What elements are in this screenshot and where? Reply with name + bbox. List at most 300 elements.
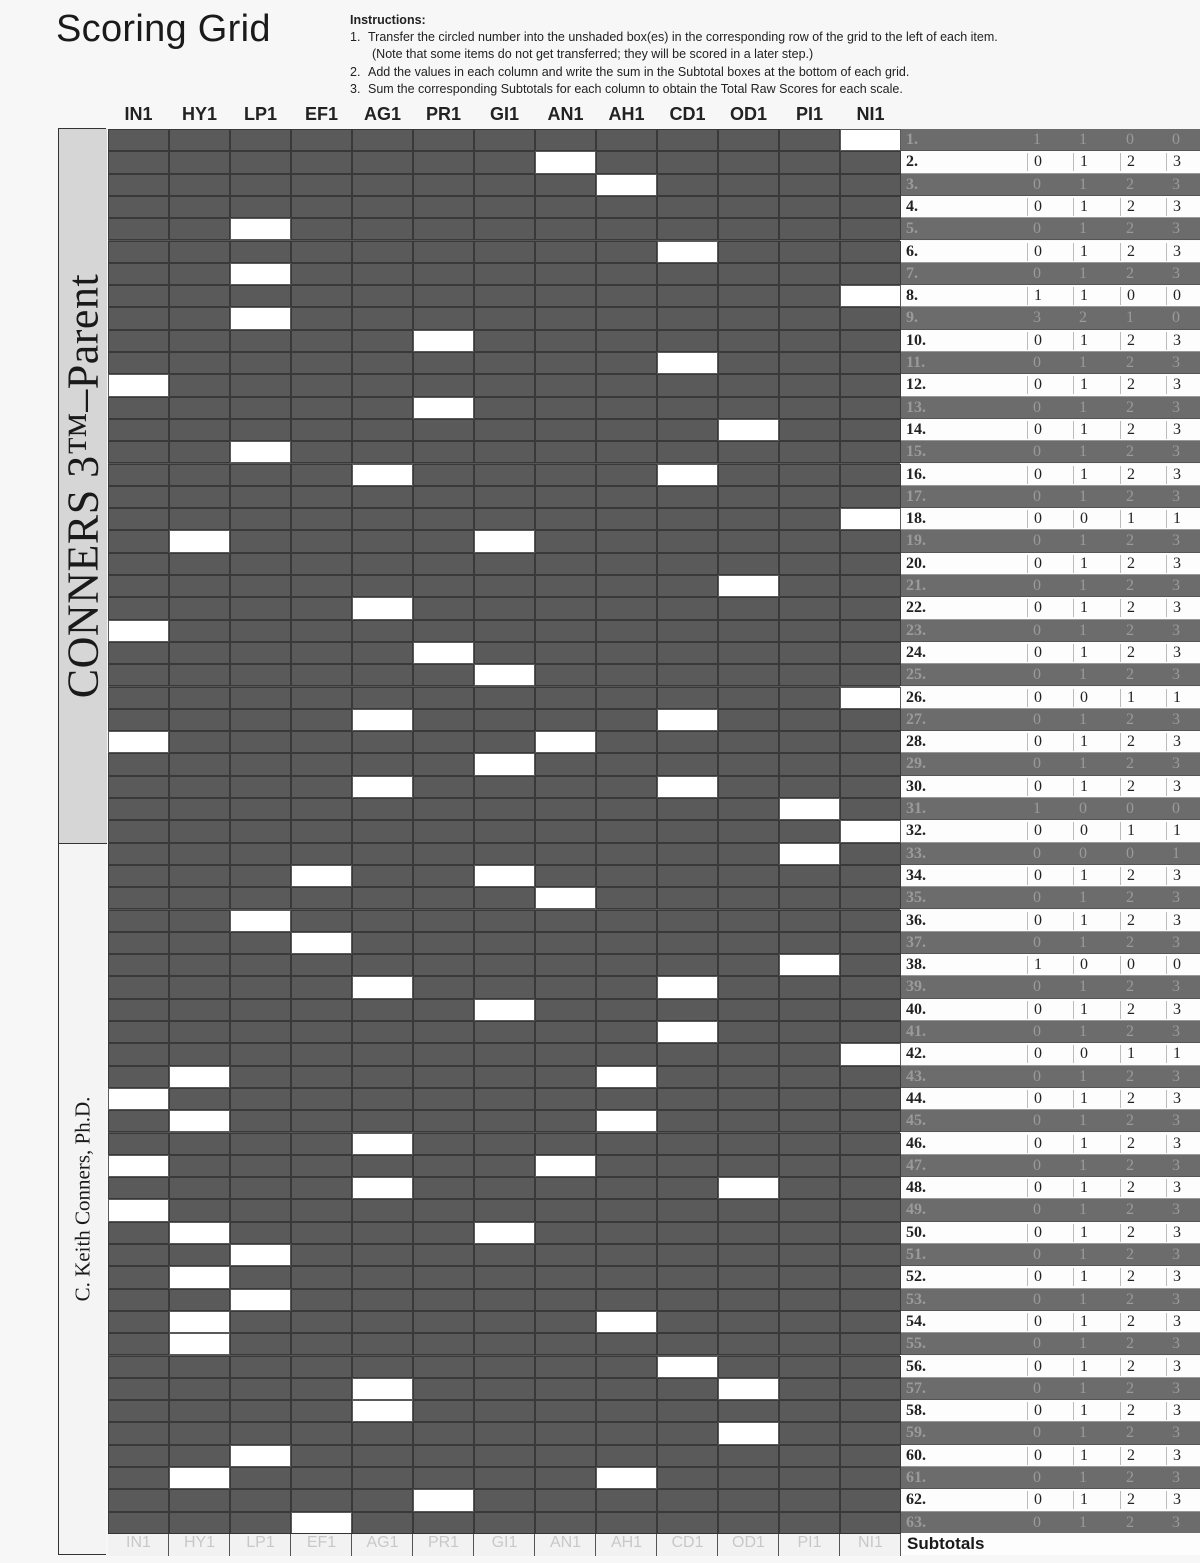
score-entry-box[interactable] bbox=[352, 1378, 413, 1400]
score-entry-box[interactable] bbox=[230, 307, 291, 329]
item-score-option[interactable]: 0 bbox=[1027, 733, 1048, 751]
item-score-option[interactable]: 2 bbox=[1120, 733, 1141, 751]
item-score-option[interactable]: 1 bbox=[1079, 131, 1087, 148]
score-entry-box[interactable] bbox=[169, 1333, 230, 1355]
item-score-option[interactable]: 2 bbox=[1126, 1023, 1134, 1040]
item-score-option[interactable]: 0 bbox=[1033, 1201, 1041, 1219]
item-score-option[interactable]: 0 bbox=[1027, 1090, 1048, 1108]
item-score-option[interactable]: 2 bbox=[1120, 466, 1141, 484]
item-score-option[interactable]: 1 bbox=[1079, 1112, 1087, 1130]
score-entry-box[interactable] bbox=[352, 464, 413, 486]
item-score-option[interactable]: 1 bbox=[1073, 1001, 1094, 1019]
item-score-option[interactable]: 2 bbox=[1120, 243, 1141, 261]
item-score-option[interactable]: 3 bbox=[1172, 1513, 1180, 1531]
score-entry-box[interactable] bbox=[413, 397, 474, 419]
item-score-option[interactable]: 1 bbox=[1033, 131, 1041, 148]
score-entry-box[interactable] bbox=[169, 1066, 230, 1088]
item-score-option[interactable]: 1 bbox=[1079, 978, 1087, 996]
item-score-option[interactable]: 0 bbox=[1033, 443, 1041, 461]
item-score-option[interactable]: 0 bbox=[1033, 1023, 1041, 1040]
item-score-option[interactable]: 0 bbox=[1033, 220, 1041, 238]
item-score-option[interactable]: 1 bbox=[1079, 264, 1087, 282]
score-entry-box[interactable] bbox=[230, 218, 291, 240]
item-score-option[interactable]: 0 bbox=[1033, 978, 1041, 996]
score-entry-box[interactable] bbox=[718, 1422, 779, 1444]
item-score-option[interactable]: 3 bbox=[1172, 264, 1180, 282]
item-score-option[interactable]: 1 bbox=[1073, 778, 1094, 796]
item-score-option[interactable]: 2 bbox=[1126, 1112, 1134, 1130]
item-score-option[interactable]: 2 bbox=[1126, 755, 1134, 773]
item-score-option[interactable]: 0 bbox=[1033, 532, 1041, 550]
item-score-option[interactable]: 0 bbox=[1073, 689, 1094, 707]
item-score-option[interactable]: 1 bbox=[1079, 1201, 1087, 1219]
item-score-option[interactable]: 0 bbox=[1027, 243, 1048, 261]
item-score-option[interactable]: 1 bbox=[1166, 689, 1187, 707]
score-entry-box[interactable] bbox=[657, 709, 718, 731]
item-score-option[interactable]: 0 bbox=[1079, 800, 1087, 817]
item-score-option[interactable]: 0 bbox=[1027, 1358, 1048, 1376]
item-score-option[interactable]: 2 bbox=[1120, 555, 1141, 573]
item-score-option[interactable]: 1 bbox=[1073, 1358, 1094, 1376]
item-score-option[interactable]: 3 bbox=[1166, 1313, 1187, 1331]
item-score-option[interactable]: 1 bbox=[1073, 1090, 1094, 1108]
item-score-option[interactable]: 3 bbox=[1172, 978, 1180, 996]
item-score-option[interactable]: 2 bbox=[1126, 398, 1134, 416]
score-entry-box[interactable] bbox=[291, 865, 352, 887]
item-score-option[interactable]: 1 bbox=[1079, 354, 1087, 371]
item-score-option[interactable]: 1 bbox=[1073, 1402, 1094, 1420]
item-score-option[interactable]: 2 bbox=[1120, 153, 1141, 171]
item-score-option[interactable]: 0 bbox=[1027, 153, 1048, 171]
item-score-option[interactable]: 0 bbox=[1027, 1135, 1048, 1153]
item-score-option[interactable]: 1 bbox=[1079, 1424, 1087, 1442]
score-entry-box[interactable] bbox=[413, 1489, 474, 1511]
item-score-option[interactable]: 0 bbox=[1033, 1335, 1041, 1353]
item-score-option[interactable]: 2 bbox=[1126, 710, 1134, 728]
item-score-option[interactable]: 2 bbox=[1120, 1491, 1141, 1509]
score-entry-box[interactable] bbox=[535, 1155, 596, 1177]
item-score-option[interactable]: 0 bbox=[1033, 1379, 1041, 1397]
item-score-option[interactable]: 1 bbox=[1073, 198, 1094, 216]
item-score-option[interactable]: 1 bbox=[1079, 755, 1087, 773]
score-entry-box[interactable] bbox=[169, 1110, 230, 1132]
score-entry-box[interactable] bbox=[108, 1199, 169, 1221]
item-score-option[interactable]: 0 bbox=[1027, 912, 1048, 930]
item-score-option[interactable]: 0 bbox=[1073, 1045, 1094, 1063]
item-score-option[interactable]: 1 bbox=[1120, 510, 1141, 528]
item-score-option[interactable]: 0 bbox=[1033, 755, 1041, 773]
item-score-option[interactable]: 0 bbox=[1126, 844, 1134, 862]
item-score-option[interactable]: 1 bbox=[1073, 376, 1094, 394]
item-score-option[interactable]: 3 bbox=[1172, 487, 1180, 505]
item-score-option[interactable]: 1 bbox=[1079, 666, 1087, 684]
item-score-option[interactable]: 3 bbox=[1172, 621, 1180, 639]
score-entry-box[interactable] bbox=[840, 285, 901, 307]
score-entry-box[interactable] bbox=[840, 820, 901, 842]
item-score-option[interactable]: 0 bbox=[1027, 376, 1048, 394]
item-score-option[interactable]: 2 bbox=[1126, 1513, 1134, 1531]
item-score-option[interactable]: 0 bbox=[1033, 1424, 1041, 1442]
item-score-option[interactable]: 2 bbox=[1079, 309, 1087, 327]
item-score-option[interactable]: 2 bbox=[1120, 1224, 1141, 1242]
item-score-option[interactable]: 3 bbox=[1172, 220, 1180, 238]
item-score-option[interactable]: 3 bbox=[1166, 1135, 1187, 1153]
item-score-option[interactable]: 0 bbox=[1172, 800, 1180, 817]
item-score-option[interactable]: 3 bbox=[1172, 354, 1180, 371]
item-score-option[interactable]: 3 bbox=[1172, 1469, 1180, 1486]
score-entry-box[interactable] bbox=[108, 374, 169, 396]
score-entry-box[interactable] bbox=[352, 776, 413, 798]
item-score-option[interactable]: 2 bbox=[1126, 175, 1134, 193]
item-score-option[interactable]: 0 bbox=[1033, 1469, 1041, 1486]
item-score-option[interactable]: 0 bbox=[1027, 466, 1048, 484]
item-score-option[interactable]: 0 bbox=[1126, 800, 1134, 817]
item-score-option[interactable]: 2 bbox=[1120, 644, 1141, 662]
score-entry-box[interactable] bbox=[169, 1266, 230, 1288]
item-score-option[interactable]: 1 bbox=[1166, 510, 1187, 528]
item-score-option[interactable]: 3 bbox=[1166, 599, 1187, 617]
score-entry-box[interactable] bbox=[230, 1244, 291, 1266]
score-entry-box[interactable] bbox=[718, 1378, 779, 1400]
item-score-option[interactable]: 3 bbox=[1166, 466, 1187, 484]
item-score-option[interactable]: 2 bbox=[1126, 1379, 1134, 1397]
score-entry-box[interactable] bbox=[840, 129, 901, 151]
item-score-option[interactable]: 3 bbox=[1166, 555, 1187, 573]
item-score-option[interactable]: 0 bbox=[1027, 1447, 1048, 1465]
item-score-option[interactable]: 1 bbox=[1073, 1135, 1094, 1153]
score-entry-box[interactable] bbox=[718, 419, 779, 441]
item-score-option[interactable]: 2 bbox=[1120, 599, 1141, 617]
item-score-option[interactable]: 0 bbox=[1033, 264, 1041, 282]
item-score-option[interactable]: 0 bbox=[1033, 577, 1041, 594]
score-entry-box[interactable] bbox=[596, 1467, 657, 1489]
item-score-option[interactable]: 2 bbox=[1126, 487, 1134, 505]
item-score-option[interactable]: 2 bbox=[1126, 666, 1134, 684]
score-entry-box[interactable] bbox=[108, 1155, 169, 1177]
item-score-option[interactable]: 0 bbox=[1027, 689, 1048, 707]
item-score-option[interactable]: 2 bbox=[1126, 1335, 1134, 1353]
item-score-option[interactable]: 1 bbox=[1079, 889, 1087, 907]
item-score-option[interactable]: 1 bbox=[1079, 1067, 1087, 1085]
score-entry-box[interactable] bbox=[718, 1177, 779, 1199]
item-score-option[interactable]: 3 bbox=[1166, 867, 1187, 885]
score-entry-box[interactable] bbox=[352, 1133, 413, 1155]
item-score-option[interactable]: 3 bbox=[1172, 889, 1180, 907]
item-score-option[interactable]: 0 bbox=[1027, 599, 1048, 617]
item-score-option[interactable]: 3 bbox=[1166, 1179, 1187, 1197]
item-score-option[interactable]: 3 bbox=[1172, 666, 1180, 684]
item-score-option[interactable]: 3 bbox=[1172, 443, 1180, 461]
item-score-option[interactable]: 0 bbox=[1033, 398, 1041, 416]
item-score-option[interactable]: 3 bbox=[1166, 198, 1187, 216]
item-score-option[interactable]: 3 bbox=[1166, 733, 1187, 751]
item-score-option[interactable]: 3 bbox=[1166, 1358, 1187, 1376]
score-entry-box[interactable] bbox=[596, 1066, 657, 1088]
item-score-option[interactable]: 0 bbox=[1033, 844, 1041, 862]
score-entry-box[interactable] bbox=[352, 1400, 413, 1422]
item-score-option[interactable]: 1 bbox=[1073, 644, 1094, 662]
item-score-option[interactable]: 1 bbox=[1079, 443, 1087, 461]
item-score-option[interactable]: 1 bbox=[1073, 733, 1094, 751]
score-entry-box[interactable] bbox=[840, 687, 901, 709]
item-score-option[interactable]: 1 bbox=[1079, 1469, 1087, 1486]
item-score-option[interactable]: 3 bbox=[1166, 1268, 1187, 1286]
item-score-option[interactable]: 3 bbox=[1172, 1379, 1180, 1397]
item-score-option[interactable]: 1 bbox=[1079, 1246, 1087, 1263]
item-score-option[interactable]: 2 bbox=[1126, 532, 1134, 550]
item-score-option[interactable]: 0 bbox=[1027, 822, 1048, 840]
item-score-option[interactable]: 2 bbox=[1120, 376, 1141, 394]
score-entry-box[interactable] bbox=[169, 1311, 230, 1333]
item-score-option[interactable]: 1 bbox=[1033, 800, 1041, 817]
score-entry-box[interactable] bbox=[657, 241, 718, 263]
item-score-option[interactable]: 3 bbox=[1172, 577, 1180, 594]
item-score-option[interactable]: 1 bbox=[1166, 1045, 1187, 1063]
score-entry-box[interactable] bbox=[657, 1021, 718, 1043]
item-score-option[interactable]: 3 bbox=[1172, 755, 1180, 773]
item-score-option[interactable]: 3 bbox=[1166, 376, 1187, 394]
item-score-option[interactable]: 0 bbox=[1033, 1290, 1041, 1308]
item-score-option[interactable]: 0 bbox=[1033, 1067, 1041, 1085]
item-score-option[interactable]: 3 bbox=[1172, 1201, 1180, 1219]
item-score-option[interactable]: 2 bbox=[1120, 1090, 1141, 1108]
item-score-option[interactable]: 1 bbox=[1079, 710, 1087, 728]
score-entry-box[interactable] bbox=[169, 1467, 230, 1489]
item-score-option[interactable]: 0 bbox=[1033, 175, 1041, 193]
item-score-option[interactable]: 0 bbox=[1079, 844, 1087, 862]
item-score-option[interactable]: 0 bbox=[1033, 666, 1041, 684]
item-score-option[interactable]: 0 bbox=[1027, 1045, 1048, 1063]
item-score-option[interactable]: 2 bbox=[1120, 867, 1141, 885]
score-entry-box[interactable] bbox=[108, 620, 169, 642]
item-score-option[interactable]: 3 bbox=[1172, 175, 1180, 193]
item-score-option[interactable]: 1 bbox=[1079, 577, 1087, 594]
item-score-option[interactable]: 2 bbox=[1126, 264, 1134, 282]
score-entry-box[interactable] bbox=[779, 843, 840, 865]
item-score-option[interactable]: 2 bbox=[1120, 912, 1141, 930]
item-score-option[interactable]: 1 bbox=[1073, 555, 1094, 573]
score-entry-box[interactable] bbox=[169, 1222, 230, 1244]
score-entry-box[interactable] bbox=[474, 1222, 535, 1244]
item-score-option[interactable]: 0 bbox=[1033, 710, 1041, 728]
item-score-option[interactable]: 0 bbox=[1027, 1224, 1048, 1242]
item-score-option[interactable]: 3 bbox=[1172, 398, 1180, 416]
score-entry-box[interactable] bbox=[413, 330, 474, 352]
item-score-option[interactable]: 1 bbox=[1073, 287, 1094, 305]
item-score-option[interactable]: 2 bbox=[1120, 1179, 1141, 1197]
item-score-option[interactable]: 1 bbox=[1166, 822, 1187, 840]
item-score-option[interactable]: 0 bbox=[1033, 621, 1041, 639]
item-score-option[interactable]: 0 bbox=[1027, 778, 1048, 796]
score-entry-box[interactable] bbox=[108, 1088, 169, 1110]
item-score-option[interactable]: 3 bbox=[1166, 1491, 1187, 1509]
score-entry-box[interactable] bbox=[108, 731, 169, 753]
item-score-option[interactable]: 1 bbox=[1027, 287, 1048, 305]
score-entry-box[interactable] bbox=[230, 910, 291, 932]
score-entry-box[interactable] bbox=[840, 1043, 901, 1065]
item-score-option[interactable]: 1 bbox=[1079, 1156, 1087, 1174]
item-score-option[interactable]: 1 bbox=[1073, 1268, 1094, 1286]
item-score-option[interactable]: 0 bbox=[1027, 1402, 1048, 1420]
item-score-option[interactable]: 0 bbox=[1120, 287, 1141, 305]
item-score-option[interactable]: 2 bbox=[1126, 889, 1134, 907]
item-score-option[interactable]: 3 bbox=[1166, 1090, 1187, 1108]
item-score-option[interactable]: 0 bbox=[1033, 487, 1041, 505]
item-score-option[interactable]: 2 bbox=[1120, 198, 1141, 216]
item-score-option[interactable]: 2 bbox=[1126, 978, 1134, 996]
item-score-option[interactable]: 0 bbox=[1027, 1313, 1048, 1331]
item-score-option[interactable]: 1 bbox=[1073, 153, 1094, 171]
item-score-option[interactable]: 0 bbox=[1073, 510, 1094, 528]
item-score-option[interactable]: 1 bbox=[1073, 599, 1094, 617]
item-score-option[interactable]: 0 bbox=[1033, 933, 1041, 951]
item-score-option[interactable]: 2 bbox=[1120, 1268, 1141, 1286]
score-entry-box[interactable] bbox=[535, 151, 596, 173]
score-entry-box[interactable] bbox=[413, 642, 474, 664]
item-score-option[interactable]: 3 bbox=[1166, 1402, 1187, 1420]
item-score-option[interactable]: 3 bbox=[1166, 1001, 1187, 1019]
item-score-option[interactable]: 1 bbox=[1172, 844, 1180, 862]
item-score-option[interactable]: 2 bbox=[1120, 1447, 1141, 1465]
score-entry-box[interactable] bbox=[779, 954, 840, 976]
item-score-option[interactable]: 3 bbox=[1166, 644, 1187, 662]
score-entry-box[interactable] bbox=[352, 976, 413, 998]
item-score-option[interactable]: 1 bbox=[1073, 912, 1094, 930]
item-score-option[interactable]: 1 bbox=[1120, 822, 1141, 840]
item-score-option[interactable]: 0 bbox=[1033, 1246, 1041, 1263]
item-score-option[interactable]: 1 bbox=[1079, 532, 1087, 550]
item-score-option[interactable]: 2 bbox=[1126, 1201, 1134, 1219]
item-score-option[interactable]: 1 bbox=[1073, 1447, 1094, 1465]
item-score-option[interactable]: 1 bbox=[1079, 1023, 1087, 1040]
item-score-option[interactable]: 2 bbox=[1126, 354, 1134, 371]
score-entry-box[interactable] bbox=[474, 664, 535, 686]
item-score-option[interactable]: 2 bbox=[1126, 1424, 1134, 1442]
item-score-option[interactable]: 0 bbox=[1027, 510, 1048, 528]
score-entry-box[interactable] bbox=[230, 263, 291, 285]
item-score-option[interactable]: 0 bbox=[1027, 1179, 1048, 1197]
score-entry-box[interactable] bbox=[291, 932, 352, 954]
item-score-option[interactable]: 1 bbox=[1079, 621, 1087, 639]
item-score-option[interactable]: 3 bbox=[1166, 912, 1187, 930]
item-score-option[interactable]: 3 bbox=[1172, 933, 1180, 951]
item-score-option[interactable]: 2 bbox=[1120, 1001, 1141, 1019]
item-score-option[interactable]: 3 bbox=[1166, 778, 1187, 796]
score-entry-box[interactable] bbox=[291, 1512, 352, 1534]
item-score-option[interactable]: 2 bbox=[1120, 1135, 1141, 1153]
item-score-option[interactable]: 1 bbox=[1079, 1513, 1087, 1531]
item-score-option[interactable]: 3 bbox=[1166, 1224, 1187, 1242]
score-entry-box[interactable] bbox=[718, 575, 779, 597]
item-score-option[interactable]: 2 bbox=[1120, 778, 1141, 796]
score-entry-box[interactable] bbox=[474, 530, 535, 552]
score-entry-box[interactable] bbox=[657, 1356, 718, 1378]
item-score-option[interactable]: 3 bbox=[1172, 710, 1180, 728]
item-score-option[interactable]: 2 bbox=[1126, 621, 1134, 639]
item-score-option[interactable]: 1 bbox=[1120, 689, 1141, 707]
item-score-option[interactable]: 1 bbox=[1120, 1045, 1141, 1063]
score-entry-box[interactable] bbox=[230, 1289, 291, 1311]
item-score-option[interactable]: 2 bbox=[1126, 1246, 1134, 1263]
score-entry-box[interactable] bbox=[230, 1445, 291, 1467]
score-entry-box[interactable] bbox=[535, 731, 596, 753]
item-score-option[interactable]: 0 bbox=[1166, 956, 1187, 974]
item-score-option[interactable]: 2 bbox=[1126, 443, 1134, 461]
item-score-option[interactable]: 0 bbox=[1126, 131, 1134, 148]
item-score-option[interactable]: 3 bbox=[1172, 1067, 1180, 1085]
item-score-option[interactable]: 2 bbox=[1120, 1313, 1141, 1331]
item-score-option[interactable]: 1 bbox=[1079, 398, 1087, 416]
item-score-option[interactable]: 0 bbox=[1027, 1268, 1048, 1286]
item-score-option[interactable]: 0 bbox=[1027, 1001, 1048, 1019]
item-score-option[interactable]: 1 bbox=[1079, 220, 1087, 238]
score-entry-box[interactable] bbox=[657, 776, 718, 798]
item-score-option[interactable]: 0 bbox=[1027, 332, 1048, 350]
item-score-option[interactable]: 0 bbox=[1027, 555, 1048, 573]
score-entry-box[interactable] bbox=[535, 887, 596, 909]
item-score-option[interactable]: 2 bbox=[1126, 577, 1134, 594]
score-entry-box[interactable] bbox=[230, 441, 291, 463]
item-score-option[interactable]: 1 bbox=[1073, 1491, 1094, 1509]
item-score-option[interactable]: 1 bbox=[1073, 466, 1094, 484]
item-score-option[interactable]: 3 bbox=[1166, 332, 1187, 350]
item-score-option[interactable]: 0 bbox=[1033, 1112, 1041, 1130]
score-entry-box[interactable] bbox=[352, 709, 413, 731]
item-score-option[interactable]: 1 bbox=[1073, 332, 1094, 350]
item-score-option[interactable]: 1 bbox=[1079, 175, 1087, 193]
item-score-option[interactable]: 1 bbox=[1073, 1179, 1094, 1197]
item-score-option[interactable]: 0 bbox=[1033, 889, 1041, 907]
item-score-option[interactable]: 1 bbox=[1126, 309, 1134, 327]
item-score-option[interactable]: 2 bbox=[1120, 421, 1141, 439]
item-score-option[interactable]: 0 bbox=[1033, 354, 1041, 371]
item-score-option[interactable]: 3 bbox=[1166, 1447, 1187, 1465]
item-score-option[interactable]: 0 bbox=[1166, 287, 1187, 305]
item-score-option[interactable]: 1 bbox=[1073, 1313, 1094, 1331]
item-score-option[interactable]: 0 bbox=[1033, 1513, 1041, 1531]
score-entry-box[interactable] bbox=[657, 976, 718, 998]
item-score-option[interactable]: 0 bbox=[1027, 1491, 1048, 1509]
item-score-option[interactable]: 2 bbox=[1120, 1358, 1141, 1376]
item-score-option[interactable]: 0 bbox=[1027, 644, 1048, 662]
item-score-option[interactable]: 2 bbox=[1126, 1067, 1134, 1085]
item-score-option[interactable]: 1 bbox=[1073, 421, 1094, 439]
item-score-option[interactable]: 3 bbox=[1172, 1156, 1180, 1174]
score-entry-box[interactable] bbox=[169, 530, 230, 552]
item-score-option[interactable]: 2 bbox=[1120, 1402, 1141, 1420]
item-score-option[interactable]: 2 bbox=[1126, 1290, 1134, 1308]
item-score-option[interactable]: 2 bbox=[1126, 1469, 1134, 1486]
score-entry-box[interactable] bbox=[474, 999, 535, 1021]
item-score-option[interactable]: 1 bbox=[1079, 1335, 1087, 1353]
item-score-option[interactable]: 3 bbox=[1172, 1290, 1180, 1308]
item-score-option[interactable]: 0 bbox=[1172, 131, 1180, 148]
item-score-option[interactable]: 3 bbox=[1033, 309, 1041, 327]
score-entry-box[interactable] bbox=[596, 174, 657, 196]
score-entry-box[interactable] bbox=[657, 464, 718, 486]
item-score-option[interactable]: 3 bbox=[1166, 153, 1187, 171]
score-entry-box[interactable] bbox=[779, 798, 840, 820]
item-score-option[interactable]: 0 bbox=[1172, 309, 1180, 327]
item-score-option[interactable]: 3 bbox=[1172, 532, 1180, 550]
score-entry-box[interactable] bbox=[352, 1177, 413, 1199]
score-entry-box[interactable] bbox=[596, 1311, 657, 1333]
item-score-option[interactable]: 3 bbox=[1166, 243, 1187, 261]
item-score-option[interactable]: 1 bbox=[1079, 933, 1087, 951]
item-score-option[interactable]: 3 bbox=[1172, 1112, 1180, 1130]
item-score-option[interactable]: 1 bbox=[1079, 1290, 1087, 1308]
item-score-option[interactable]: 0 bbox=[1027, 198, 1048, 216]
